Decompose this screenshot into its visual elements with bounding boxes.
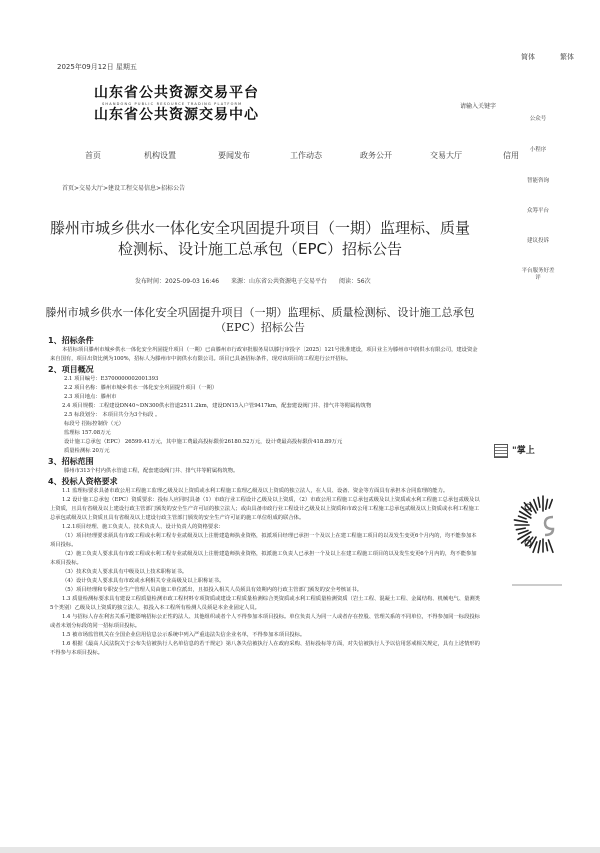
section-paragraph: 2.1 项目编号：E3700000002001393 — [64, 376, 159, 382]
section-paragraph: 2.2 项目名称：滕州市城乡供水一体化安全巩固提升项目（一期） — [64, 385, 218, 391]
section-paragraph: （2）施工负责人要求具有市政工程或水利工程专业贰级及以上注册建造师执业资格，拟派施工负责人已承担一个及以上在建工程施工项目的以及发生变更6个月内的，均不能参加本项目投标。 — [50, 551, 477, 566]
nav-item-news[interactable]: 要闻发布 — [218, 151, 250, 160]
lang-traditional-link[interactable]: 繁体 — [560, 53, 574, 61]
section-paragraph: 2.3 项目地点：滕州市 — [64, 394, 117, 400]
announcement-document — [45, 305, 480, 658]
section-paragraph: 2.4 项目规模：工程建设DN40~DN300供水管道2511.2km，建设DN15入户管9417km，配套建设阀门井、排气井等附属构筑物 — [62, 403, 372, 409]
logo-center-name: 山东省公共资源交易中心 — [94, 107, 259, 123]
right-floating-sidebar — [510, 0, 600, 300]
article-source: 来源：山东省公共资源电子交易平台 — [231, 278, 328, 285]
qr-module — [546, 499, 548, 509]
document-body — [50, 335, 480, 658]
qr-caption-line — [512, 584, 562, 586]
nav-item-gov-affairs[interactable]: 政务公开 — [360, 151, 392, 160]
section-paragraph: 标段号 招标控制价（元） — [64, 421, 124, 427]
lang-simplified-link[interactable]: 简体 — [521, 53, 535, 61]
section-paragraph: 1.2.1项目经理、施工负责人、技术负责人、设计负责人的资格要求： — [62, 524, 224, 530]
view-count: 阅读：56次 — [338, 278, 371, 285]
section-heading: 1、招标条件 — [48, 336, 94, 345]
page-title: 滕州市城乡供水一体化安全巩固提升项目（一期）监理标、质量检测标、设计施工总承包（EPC）招标公告 — [49, 219, 470, 258]
section-paragraph: 1.3 质量检测标要求具有建设工程质量检测市政工程材料专项资质或建设工程质量检测综合类资质或水利工程质量检测资质（岩土工程、混凝土工程、金属结构、机械电气、量测类5个类别）乙级及以上资质的独立法人，拟投入本工程所有检测人员须是本企业固定人员。 — [50, 596, 480, 611]
section-paragraph: 滕州市313个村内供水管道工程，配套建设阀门井、排气井等附属构筑物。 — [64, 468, 239, 474]
section-paragraph: 质量检测标 20万元 — [64, 448, 110, 454]
section-heading: 4、投标人资格要求 — [48, 477, 118, 486]
main-nav — [0, 150, 540, 170]
section-paragraph: 1.5 被市场监管机关在全国企业信用信息公示系统中列入严重违法失信企业名单，不得参加本项目投标。 — [62, 632, 306, 638]
publish-time: 发布时间：2025-09-03 16:46 — [135, 278, 220, 285]
site-logo[interactable] — [94, 85, 264, 124]
qr-module — [546, 543, 547, 551]
article-meta — [135, 276, 381, 285]
mini-program-qr-code — [513, 495, 573, 555]
section-paragraph: （5）项目经理和专职安全生产管理人员由施工单位派出，且拟投入相关人员须具有效期内的行政主管部门颁发的安全考核证书。 — [62, 587, 362, 593]
nav-item-work-updates[interactable]: 工作动态 — [290, 151, 322, 160]
mobile-app-icon — [494, 444, 508, 458]
qr-module — [538, 541, 540, 553]
section-heading: 2、项目概况 — [48, 365, 94, 374]
qr-module — [548, 540, 552, 552]
section-paragraph: 1.6 根据《最高人民法院关于公布失信被执行人名单信息的若干规定》第八条失信被执行人在政府采购、招标投标等方面，对失信被执行人予以信用惩戒相关规定，具有上述情形的不得参与本项目投标。 — [50, 641, 480, 656]
nav-item-organization[interactable]: 机构设置 — [144, 151, 176, 160]
section-paragraph: 监理标 157.08万元 — [64, 430, 111, 436]
section-paragraph: 1.4 与招标人存在利害关系可能影响招标公正性的法人、其他组织或者个人不得参加本项目投标。单位负责人为同一人或者存在控股、管理关系的不同单位，不得参加同一标段投标或者未划分标段的同一招标项目投标。 — [50, 614, 480, 629]
section-heading: 3、招标范围 — [48, 457, 94, 466]
section-paragraph: （1）项目经理要求须具有市政工程或水利工程专业贰级及以上注册建造师执业资格，拟派项目经理已承担一个及以上在建工程施工项目的以及发生变更6个月内的，均不能参加本项目投标。 — [50, 533, 477, 548]
sidebar-item-mini-program[interactable]: 小程序 — [529, 147, 547, 153]
qr-module — [538, 497, 540, 507]
section-paragraph: （3）技术负责人要求具有中级及以上技术职称证书。 — [62, 569, 188, 575]
document-title: 滕州市城乡供水一体化安全巩固提升项目（一期）监理标、质量检测标、设计施工总承包（EPC）招标公告 — [45, 306, 475, 334]
nav-item-credit[interactable]: 信用 — [503, 151, 519, 160]
section-paragraph: 1.2 设计施工总承包（EPC）资质要求：投标人应同时具备（1）市政行业工程设计乙级及以上资质，（2）市政公用工程施工总承包贰级及以上资质或水利工程施工总承包贰级及以上资质，且具有省级及以上建设行政主管部门颁发的安全生产许可证的独立法人；或由具备市政行业工程设计乙级及以上资质和市政公用工程施工总承包贰级及以上资质或水利工程施工总承包贰级及以上资质且具有省级及以上建设行政主管部门颁发的安全生产许可证的施工单位组成的联合体。 — [50, 497, 480, 521]
qr-module — [514, 520, 527, 522]
logo-english-name: SHANDONG PUBLIC RESOURCE TRADING PLATFORM — [102, 102, 243, 106]
qr-module — [549, 500, 552, 508]
section-paragraph: 设计施工总承包（EPC） 26599.41万元，其中施工费最高投标限价26180.52万元，设计费最高投标限价418.89万元 — [64, 439, 343, 445]
mobile-app-label: "掌上 — [512, 446, 535, 456]
qr-module — [516, 528, 525, 530]
nav-item-trading-hall[interactable]: 交易大厅 — [430, 151, 462, 160]
nav-item-home[interactable]: 首页 — [85, 151, 101, 160]
qr-module — [519, 516, 527, 519]
breadcrumb[interactable]: 首页>交易大厅>建设工程交易信息>招标公告 — [62, 185, 186, 192]
sidebar-item-service-rating[interactable]: 平台服务好差评 — [521, 268, 555, 281]
bottom-scroll-edge — [0, 847, 600, 853]
section-paragraph: （4）设计负责人要求具有市政或水利相关专业高级及以上职称证书。 — [62, 578, 225, 584]
section-paragraph: 2.5 标段划分： 本项目共分为3个标段 。 — [64, 412, 161, 418]
section-paragraph: 本招标项目滕州市城乡供水一体化安全巩固提升项目（一期）已由滕州市行政审批服务局以滕行审投字〔2025〕121号批准建设，项目业主为滕州市中润供水有限公司，建设资金来自国有，项目出资比例为100%，招标人为滕州市中润供水有限公司。项目已具备招标条件，现对该项目的工程进行公开招标。 — [50, 347, 478, 362]
qr-module — [519, 530, 528, 533]
sidebar-item-complaints[interactable]: 建议投诉 — [526, 238, 549, 244]
current-date: 2025年09月12日 星期五 — [57, 63, 137, 71]
logo-platform-name: 山东省公共资源交易平台 — [94, 85, 259, 101]
sidebar-item-wechat-account[interactable]: 公众号 — [529, 116, 547, 122]
qr-module — [533, 542, 537, 552]
sidebar-item-smart-consult[interactable]: 智能咨询 — [526, 178, 549, 184]
section-paragraph: 1.1 监理标要求具备市政公用工程施工监理乙级及以上资质或水利工程施工监理乙级及以上资质的独立法人，在人员、设备、资金等方面具有承担本合同监理的能力。 — [62, 488, 449, 494]
sidebar-item-crowd-platform[interactable]: 众筹平台 — [526, 208, 549, 214]
mobile-app-promo[interactable] — [494, 443, 535, 458]
